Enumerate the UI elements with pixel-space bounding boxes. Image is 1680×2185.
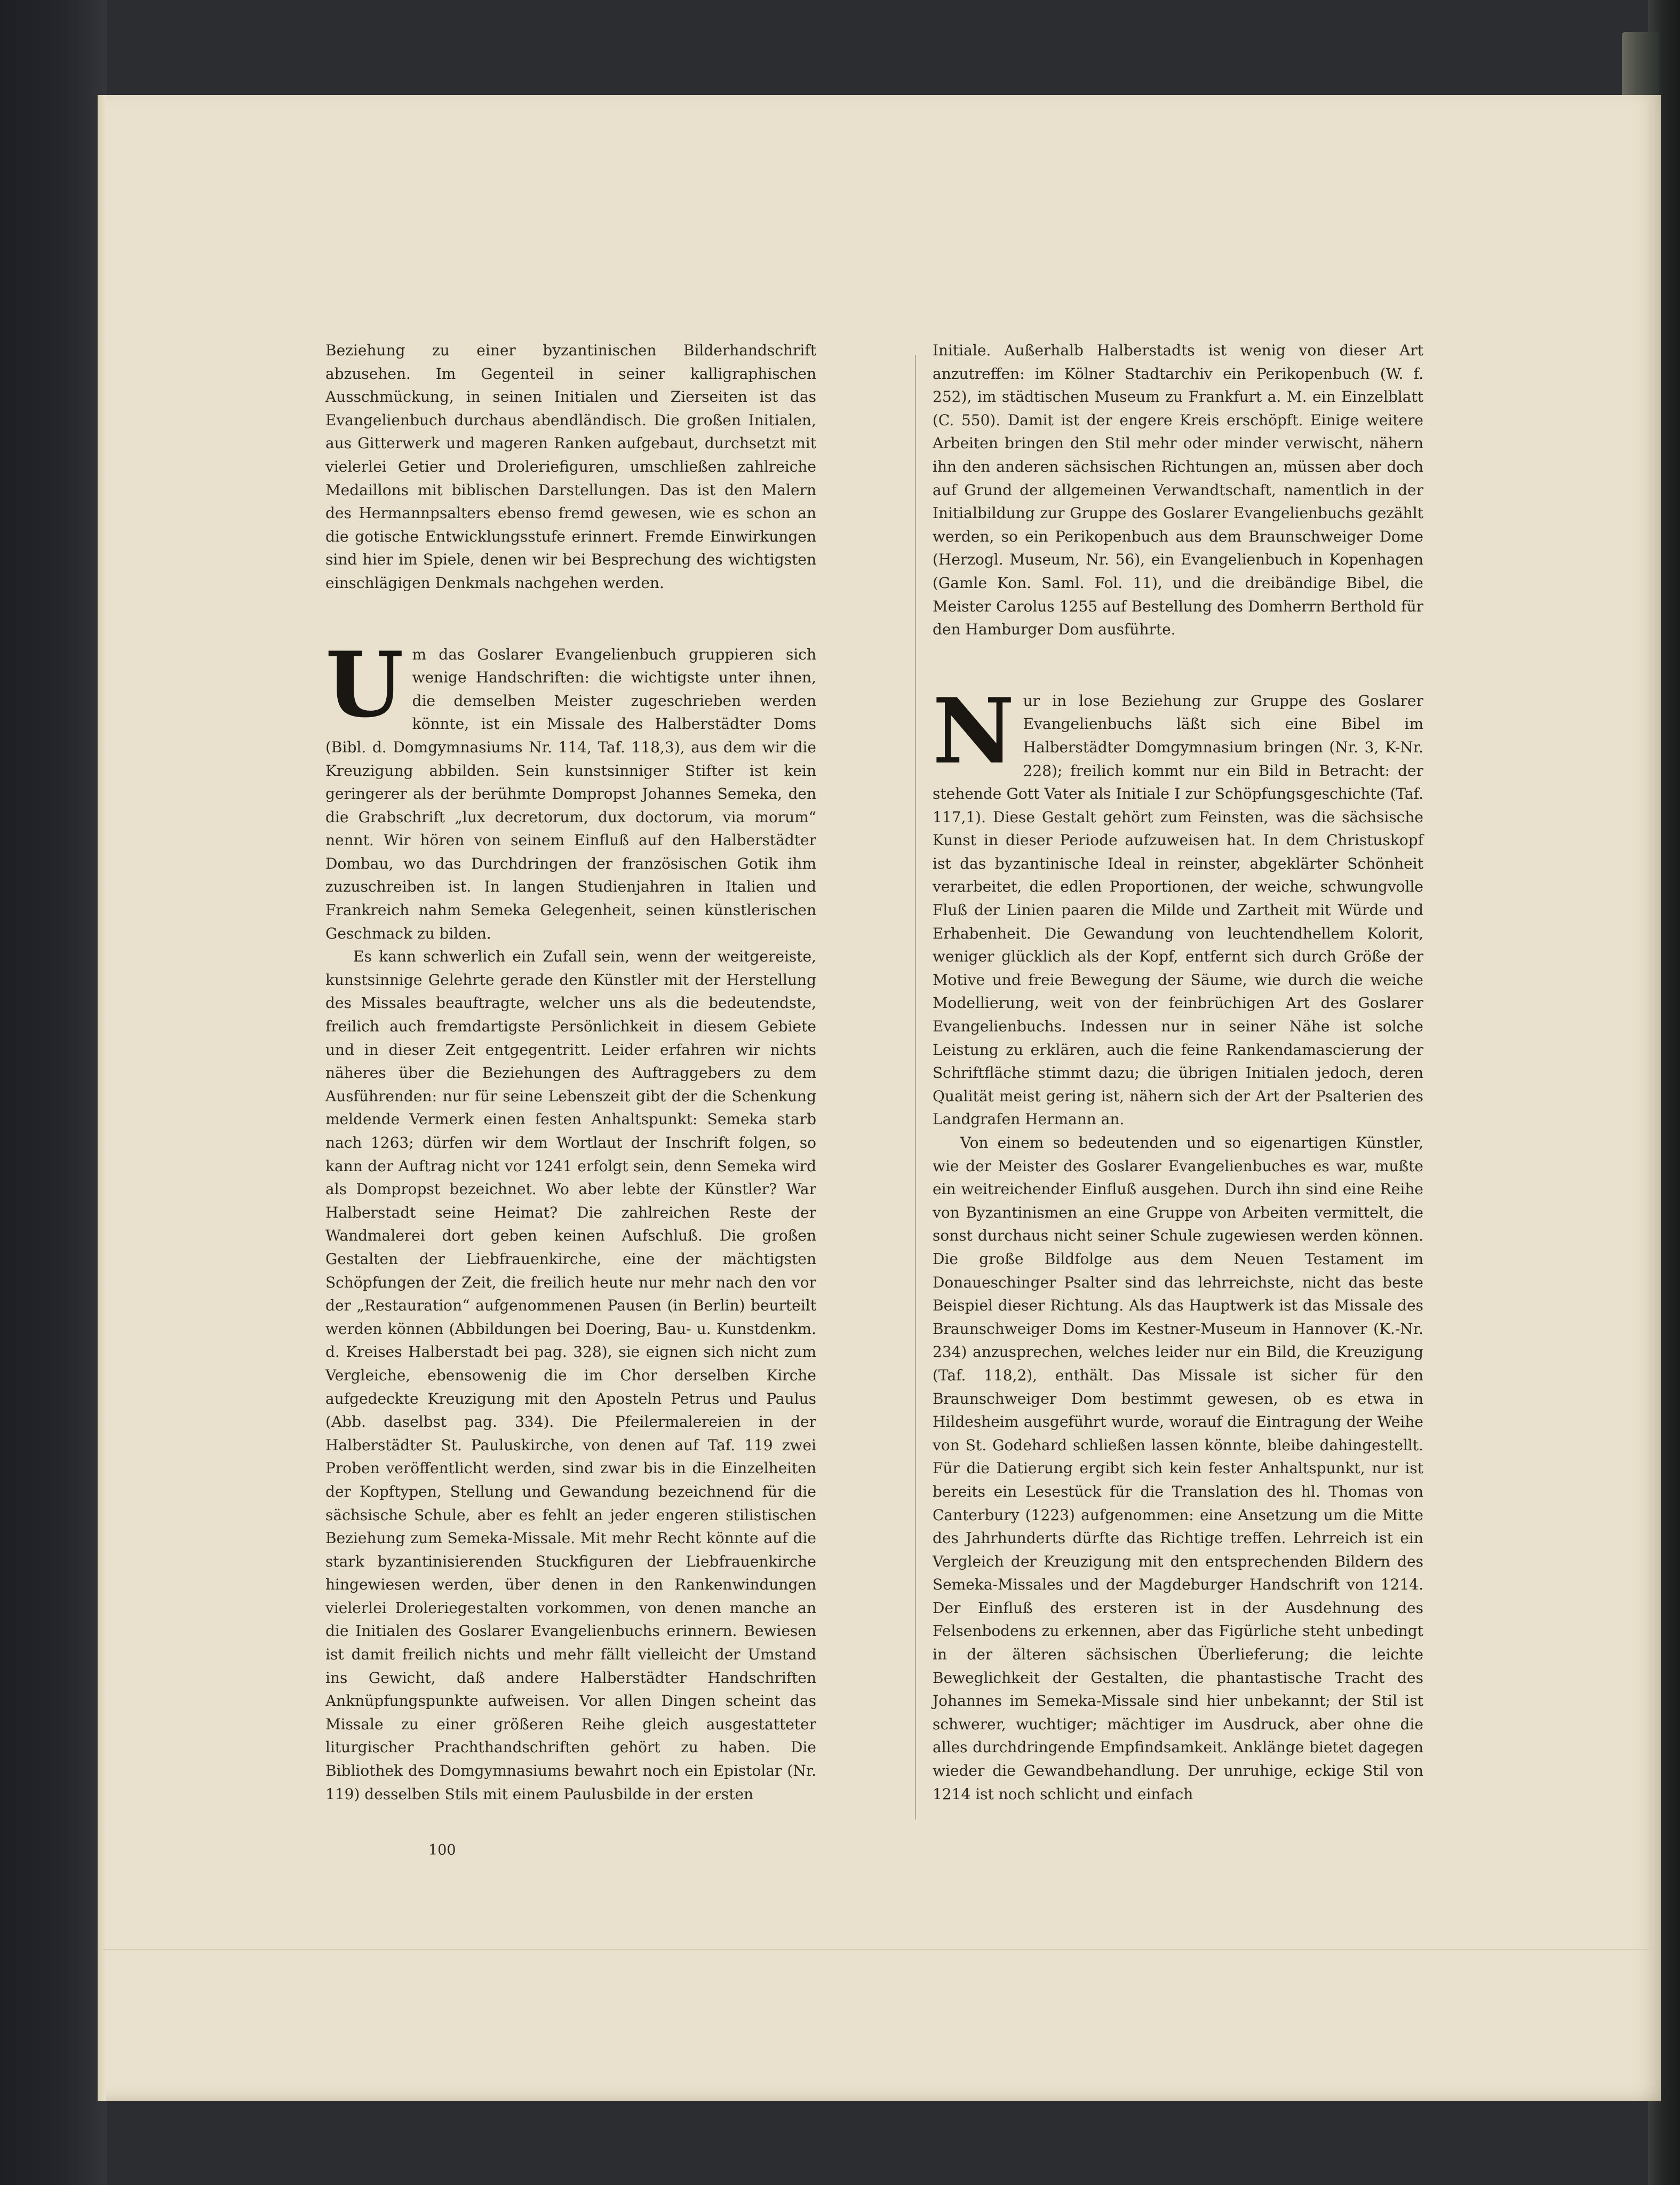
column-divider xyxy=(915,355,916,1819)
drop-cap-initial: N xyxy=(933,678,1015,784)
left-paragraph-3: Es kann schwerlich ein Zufall sein, wenn der weitgereiste, kunstsinnige Gelehrte gerade den Künstler mit der Herstellung des Missales beauftragte, welcher uns als die bedeutendste, freilich auch fremdartigste Persönlichkeit in diesem Gebiete und in dieser Zeit entgegentritt. Leider erfahren wir nichts näheres über die Beziehungen des Auftraggebers zu dem Ausführenden: nur für seine Lebenszeit gibt der die Schenkung meldende Vermerk einen festen Anhaltspunkt: Semeka starb nach 1263; dürfen wir dem Wortlaut der Inschrift folgen, so kann der Auftrag nicht vor 1241 erfolgt sein, denn Semeka wird als Dompropst bezeichnet. Wo aber lebte der Künstler? War Halberstadt seine Heimat? Die zahlreichen Reste der Wandmalerei dort geben keinen Aufschluß. Die großen Gestalten der Liebfrauenkirche, eine der mächtigsten Schöpfungen der Zeit, die freilich heute nur mehr nach den vor der „Restauration“ aufgenommenen Pausen (in Berlin) beurteilt werden können (Abbildungen bei Doering, Bau- u. Kunstdenkm. d. Kreises Halberstadt bei pag. 328), sie eignen sich nicht zum Vergleiche, ebensowenig die im Chor derselben Kirche aufgedeckte Kreuzigung mit den Aposteln Petrus und Paulus (Abb. daselbst pag. 334). Die Pfeilermalereien in der Halberstädter St. Pauluskirche, von denen auf Taf. 119 zwei Proben veröffentlicht werden, sind zwar bis in die Einzelheiten der Kopftypen, Stellung und Gewandung bezeichnend für die sächsische Schule, aber es fehlt an jeder engeren stilistischen Beziehung zum Semeka-Missale. Mit mehr Recht könnte auf die stark byzantinisierenden Stuckfiguren der Liebfrauenkirche hingewiesen werden, über denen in den Rankenwindungen vielerlei Droleriegestalten vorkommen, von denen manche an die Initialen des Goslarer Evangelienbuchs erinnern. Bewiesen ist damit freilich nichts und mehr fällt vielleicht der Umstand ins Gewicht, daß andere Halberstädter Handschriften Anknüpfungspunkte aufweisen. Vor allen Dingen scheint das Missale zu einer größeren Reihe gleich ausgestatteter liturgischer Prachthandschriften gehört zu haben. Die Bibliothek des Domgymnasiums bewahrt noch ein Epistolar (Nr. 119) desselben Stils mit einem Paulusbilde in der ersten xyxy=(325,948,816,1803)
right-text-column xyxy=(933,339,1423,1806)
left-text-column xyxy=(325,339,816,1806)
right-paragraph-3: Von einem so bedeutenden und so eigenartigen Künstler, wie der Meister des Goslarer Evangelienbuches es war, mußte ein weitreichender Einfluß ausgehen. Durch ihn sind eine Reihe von Byzantinismen an eine Gruppe von Arbeiten vermittelt, die sonst durchaus nicht seiner Schule zugewiesen werden können. Die große Bildfolge aus dem Neuen Testament im Donaueschinger Psalter sind das lehrreichste, nicht das beste Beispiel dieser Richtung. Als das Hauptwerk ist das Missale des Braunschweiger Doms im Kestner-Museum in Hannover (K.-Nr. 234) anzusprechen, welches leider nur ein Bild, die Kreuzigung (Taf. 118,2), enthält. Das Missale ist sicher für den Braunschweiger Dom bestimmt gewesen, ob es etwa in Hildesheim ausgeführt wurde, worauf die Eintragung der Weihe von St. Godehard schließen lassen könnte, bleibe dahingestellt. Für die Datierung ergibt sich kein fester Anhaltspunkt, nur ist bereits ein Lesestück für die Translation des hl. Thomas von Canterbury (1223) aufgenommen: eine Ansetzung um die Mitte des Jahrhunderts dürfte das Richtige treffen. Lehrreich ist ein Vergleich der Kreuzigung mit den entsprechenden Bildern des Semeka-Missales und der Magdeburger Handschrift von 1214. Der Einfluß des ersteren ist in der Ausdehnung des Felsenbodens zu erkennen, aber das Figürliche steht unbedingt in der älteren sächsischen Überlieferung; die leichte Beweglichkeit der Gestalten, die phantastische Tracht des Johannes im Semeka-Missale sind hier unbekannt; der Stil ist schwerer, wuchtiger; mächtiger im Ausdruck, aber ohne die alles durchdringende Empfindsamkeit. Anklänge bietet dagegen wieder die Gewandbehandlung. Der unruhige, eckige Stil von 1214 ist noch schlicht und einfach xyxy=(933,1134,1423,1803)
left-section xyxy=(325,631,816,945)
page-number: 100 xyxy=(428,1842,456,1858)
right-paragraph-1: Initiale. Außerhalb Halberstadts ist wenig von dieser Art anzutreffen: im Kölner Stadtarchiv ein Perikopenbuch (W. f. 252), im städtischen Museum zu Frankfurt a. M. ein Einzelblatt (C. 550). Damit ist der engere Kreis erschöpft. Einige weitere Arbeiten bringen den Stil mehr oder minder verwischt, nähern ihn den anderen sächsischen Richtungen an, müssen aber doch auf Grund der allgemeinen Verwandtschaft, namentlich in der Initialbildung zur Gruppe des Goslarer Evangelienbuchs gezählt werden, so ein Perikopenbuch aus dem Braunschweiger Dome (Herzogl. Museum, Nr. 56), ein Evangelienbuch in Kopenhagen (Gamle Kon. Saml. Fol. 11), und die dreibändige Bibel, die Meister Carolus 1255 auf Bestellung des Domherrn Berthold für den Hamburger Dom ausführte. xyxy=(933,341,1423,639)
right-section xyxy=(933,678,1423,1131)
background-left xyxy=(0,0,107,2185)
drop-cap-initial: U xyxy=(325,631,404,737)
left-paragraph-2: m das Goslarer Evangelienbuch gruppieren sich wenige Handschriften: die wichtigste unter ihnen, die demselben Meister zugeschrieben werden könnte, ist ein Missale des Halberstädter Doms (Bibl. d. Domgymnasiums Nr. 114, Taf. 118,3), aus dem wir die Kreuzigung abbilden. Sein kunstsinniger Stifter ist kein geringerer als der berühmte Dompropst Johannes Semeka, den die Grabschrift „lux decretorum, dux doctorum, via morum“ nennt. Wir hören von seinem Einfluß auf den Halberstädter Dombau, wo das Durchdringen der französischen Gotik ihm zuzuschreiben ist. In langen Studienjahren in Italien und Frankreich nahm Semeka Gelegenheit, seinen künstlerischen Geschmack zu bilden. xyxy=(325,645,816,942)
left-paragraph-1: Beziehung zu einer byzantinischen Bilderhandschrift abzusehen. Im Gegenteil in seiner kalligraphischen Ausschmückung, in seinen Initialen und Zierseiten ist das Evangelienbuch durchaus abendländisch. Die großen Initialen, aus Gitterwerk und mageren Ranken aufgebaut, durchsetzt mit vielerlei Getier und Droleriefiguren, umschließen zahlreiche Medaillons mit biblischen Darstellungen. Das ist den Malern des Hermannpsalters ebenso fremd gewesen, wie es schon an die gotische Entwicklungsstufe erinnert. Fremde Einwirkungen sind hier im Spiele, denen wir bei Besprechung des wichtigsten einschlägigen Denkmals nachgehen werden. xyxy=(325,341,816,592)
right-paragraph-2: ur in lose Beziehung zur Gruppe des Goslarer Evangelienbuchs läßt sich eine Bibel im Halberstädter Domgymnasium bringen (Nr. 3, K-Nr. 228); freilich kommt nur ein Bild in Betracht: der stehende Gott Vater als Initiale I zur Schöpfungsgeschichte (Taf. 117,1). Diese Gestalt gehört zum Feinsten, was die sächsische Kunst in dieser Periode aufzuweisen hat. In dem Christuskopf ist das byzantinische Ideal in reinster, abgeklärter Schönheit verarbeitet, die edlen Proportionen, der weiche, schwungvolle Fluß der Linien paaren die Milde und Zartheit mit Würde und Erhabenheit. Die Gewandung von leuchtendhellem Kolorit, weniger glücklich als der Kopf, entfernt sich durch Größe der Motive und freie Bewegung der Säume, wie durch die weiche Modellierung, weit von der feinbrüchigen Art des Goslarer Evangelienbuchs. Indessen nur in seiner Nähe ist solche Leistung zu erklären, auch die feine Rankendamascierung der Schriftfläche stimmt dazu; die übrigen Initialen jedoch, deren Qualität meist gering ist, nähern sich der Art der Psalterien des Landgrafen Hermann an. xyxy=(933,692,1423,1129)
